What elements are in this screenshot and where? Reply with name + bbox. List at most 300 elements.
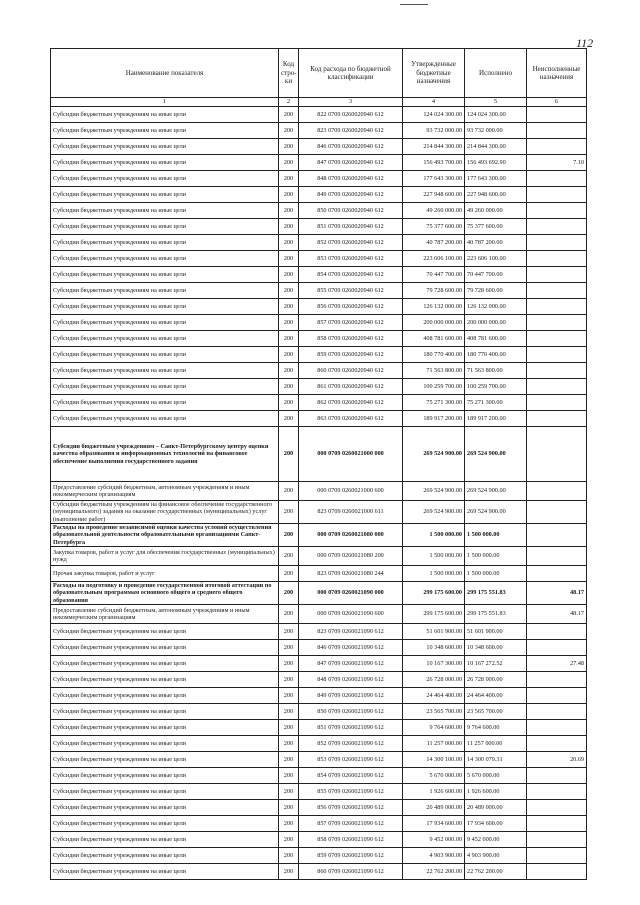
table-cell-budget-code: 849 0709 0260021090 612 [299, 688, 403, 704]
table-cell-name: Субсидии бюджетным учреждениям на иные цели [51, 363, 279, 379]
table-cell-budget-code: 860 0709 0260021090 612 [299, 864, 403, 880]
table-cell-executed: 20 489 000.00 [465, 800, 527, 816]
table-cell-line-code: 200 [279, 524, 299, 547]
column-number: 4 [403, 98, 465, 107]
header-budget-code: Код расхода по бюджетной классификации [299, 49, 403, 98]
table-cell-line-code: 200 [279, 411, 299, 427]
table-cell-budget-code: 000 0709 0260021000 600 [299, 482, 403, 501]
table-cell-line-code: 200 [279, 848, 299, 864]
table-cell-line-code: 200 [279, 566, 299, 582]
table-cell-line-code: 200 [279, 784, 299, 800]
table-row [51, 752, 587, 768]
table-cell-unexecuted [527, 768, 587, 784]
table-cell-executed: 93 732 000.00 [465, 123, 527, 139]
table-cell-approved: 24 464 400.00 [403, 688, 465, 704]
table-cell-name: Субсидии бюджетным учреждениям на иные цели [51, 624, 279, 640]
table-cell-name: Субсидии бюджетным учреждениям на иные цели [51, 203, 279, 219]
header-unexecuted: Неисполненные назначения [527, 49, 587, 98]
table-cell-unexecuted [527, 624, 587, 640]
table-cell-executed: 299 175 551.83 [465, 582, 527, 605]
table-row [51, 524, 587, 547]
table-cell-executed: 1 500 000.00 [465, 524, 527, 547]
table-cell-approved: 156 493 700.00 [403, 155, 465, 171]
page-number: 112 [576, 36, 594, 50]
scan-artifact-line [400, 4, 428, 5]
table-cell-name: Субсидии бюджетным учреждениям на иные цели [51, 347, 279, 363]
table-cell-name: Субсидии бюджетным учреждениям на иные цели [51, 768, 279, 784]
table-cell-budget-code: 861 0709 0260020940 612 [299, 379, 403, 395]
table-cell-name: Субсидии бюджетным учреждениям на финансовое обеспечение государственного (муниципального) задания на оказание государственных (муниципальных) услуг (выполнение работ) [51, 501, 279, 524]
table-cell-executed: 189 917 200.00 [465, 411, 527, 427]
table-cell-name: Субсидии бюджетным учреждениям на иные цели [51, 171, 279, 187]
table-row [51, 501, 587, 524]
table-cell-line-code: 200 [279, 379, 299, 395]
table-cell-name: Субсидии бюджетным учреждениям на иные цели [51, 219, 279, 235]
table-cell-budget-code: 853 0709 0260020940 612 [299, 251, 403, 267]
table-cell-unexecuted [527, 267, 587, 283]
table-cell-approved: 40 787 200.00 [403, 235, 465, 251]
table-row [51, 267, 587, 283]
table-cell-unexecuted [527, 107, 587, 123]
table-cell-name: Субсидии бюджетным учреждениям на иные цели [51, 331, 279, 347]
table-cell-approved: 14 300 100.00 [403, 752, 465, 768]
table-cell-executed: 75 377 600.00 [465, 219, 527, 235]
table-row [51, 139, 587, 155]
table-cell-approved: 20 489 000.00 [403, 800, 465, 816]
table-row [51, 547, 587, 566]
table-cell-approved: 51 601 900.00 [403, 624, 465, 640]
table-cell-approved: 11 257 000.00 [403, 736, 465, 752]
table-cell-line-code: 200 [279, 605, 299, 624]
table-cell-unexecuted: 7.10 [527, 155, 587, 171]
table-row [51, 640, 587, 656]
table-cell-budget-code: 849 0709 0260020940 612 [299, 187, 403, 203]
table-cell-approved: 10 348 600.00 [403, 640, 465, 656]
table-cell-approved: 79 728 600.00 [403, 283, 465, 299]
table-cell-approved: 269 524 900.00 [403, 501, 465, 524]
table-cell-budget-code: 823 0709 0260021080 244 [299, 566, 403, 582]
table-cell-executed: 17 934 600.00 [465, 816, 527, 832]
table-cell-unexecuted [527, 427, 587, 482]
table-cell-executed: 1 926 600.00 [465, 784, 527, 800]
table-cell-unexecuted [527, 547, 587, 566]
table-cell-line-code: 200 [279, 482, 299, 501]
table-row [51, 720, 587, 736]
table-cell-line-code: 200 [279, 347, 299, 363]
table-cell-executed: 10 348 600.00 [465, 640, 527, 656]
table-cell-approved: 22 762 200.00 [403, 864, 465, 880]
table-cell-budget-code: 860 0709 0260020940 612 [299, 363, 403, 379]
table-cell-executed: 269 524 900.00 [465, 427, 527, 482]
table-cell-line-code: 200 [279, 688, 299, 704]
table-cell-line-code: 200 [279, 155, 299, 171]
table-cell-name: Субсидии бюджетным учреждениям на иные цели [51, 704, 279, 720]
table-cell-name: Субсидии бюджетным учреждениям на иные цели [51, 736, 279, 752]
table-row [51, 482, 587, 501]
header-row [51, 49, 587, 98]
table-cell-executed: 269 524 900.00 [465, 501, 527, 524]
table-cell-name: Субсидии бюджетным учреждениям на иные цели [51, 107, 279, 123]
table-cell-name: Субсидии бюджетным учреждениям на иные цели [51, 784, 279, 800]
table-cell-line-code: 200 [279, 864, 299, 880]
column-number: 6 [527, 98, 587, 107]
table-cell-executed: 22 762 200.00 [465, 864, 527, 880]
table-cell-executed: 49 260 000.00 [465, 203, 527, 219]
table-row [51, 395, 587, 411]
table-cell-executed: 71 563 800.00 [465, 363, 527, 379]
table-cell-line-code: 200 [279, 203, 299, 219]
table-cell-budget-code: 000 0709 0260021000 000 [299, 427, 403, 482]
table-cell-approved: 93 732 000.00 [403, 123, 465, 139]
table-cell-unexecuted [527, 800, 587, 816]
table-row [51, 624, 587, 640]
table-cell-line-code: 200 [279, 363, 299, 379]
table-cell-budget-code: 855 0709 0260021090 612 [299, 784, 403, 800]
table-row [51, 736, 587, 752]
table-cell-name: Субсидии бюджетным учреждениям на иные цели [51, 315, 279, 331]
table-cell-approved: 9 764 600.00 [403, 720, 465, 736]
table-cell-name: Субсидии бюджетным учреждениям на иные цели [51, 800, 279, 816]
table-cell-name: Предоставление субсидий бюджетным, автономным учреждениям и иным некоммерческим организациям [51, 605, 279, 624]
table-cell-approved: 9 452 000.00 [403, 832, 465, 848]
table-cell-budget-code: 000 0709 0260021090 000 [299, 582, 403, 605]
table-cell-executed: 269 524 900.00 [465, 482, 527, 501]
table-cell-line-code: 200 [279, 624, 299, 640]
table-cell-approved: 4 903 900.00 [403, 848, 465, 864]
table-cell-executed: 180 770 400.00 [465, 347, 527, 363]
table-cell-name: Субсидии бюджетным учреждениям на иные цели [51, 235, 279, 251]
table-row [51, 566, 587, 582]
table-cell-line-code: 200 [279, 139, 299, 155]
table-cell-line-code: 200 [279, 704, 299, 720]
table-cell-budget-code: 857 0709 0260020940 612 [299, 315, 403, 331]
table-row [51, 848, 587, 864]
table-row [51, 347, 587, 363]
table-row [51, 235, 587, 251]
table-cell-executed: 9 764 600.00 [465, 720, 527, 736]
table-row [51, 363, 587, 379]
table-cell-executed: 79 728 600.00 [465, 283, 527, 299]
table-cell-approved: 10 167 300.00 [403, 656, 465, 672]
table-cell-unexecuted: 48.17 [527, 605, 587, 624]
table-cell-budget-code: 851 0709 0260020940 612 [299, 219, 403, 235]
table-cell-name: Субсидии бюджетным учреждениям на иные цели [51, 640, 279, 656]
table-cell-executed: 299 175 551.83 [465, 605, 527, 624]
table-cell-line-code: 200 [279, 267, 299, 283]
table-cell-line-code: 200 [279, 235, 299, 251]
table-cell-unexecuted [527, 395, 587, 411]
column-number: 1 [51, 98, 279, 107]
table-cell-line-code: 200 [279, 640, 299, 656]
table-cell-name: Субсидии бюджетным учреждениям на иные цели [51, 864, 279, 880]
table-cell-approved: 299 175 600.00 [403, 605, 465, 624]
table-cell-unexecuted [527, 411, 587, 427]
table-cell-approved: 189 917 200.00 [403, 411, 465, 427]
table-row [51, 784, 587, 800]
table-cell-approved: 1 500 000.00 [403, 566, 465, 582]
table-cell-line-code: 200 [279, 219, 299, 235]
table-cell-budget-code: 823 0709 0260021090 612 [299, 624, 403, 640]
table-row [51, 800, 587, 816]
table-cell-budget-code: 846 0709 0260020940 612 [299, 139, 403, 155]
table-cell-budget-code: 848 0709 0260021090 612 [299, 672, 403, 688]
table-cell-line-code: 200 [279, 315, 299, 331]
table-cell-unexecuted [527, 816, 587, 832]
table-cell-name: Субсидии бюджетным учреждениям на иные цели [51, 187, 279, 203]
table-cell-name: Субсидии бюджетным учреждениям на иные цели [51, 411, 279, 427]
table-cell-approved: 75 377 600.00 [403, 219, 465, 235]
table-cell-name: Субсидии бюджетным учреждениям на иные цели [51, 720, 279, 736]
table-cell-unexecuted [527, 283, 587, 299]
table-cell-approved: 200 000 000.00 [403, 315, 465, 331]
table-cell-line-code: 200 [279, 331, 299, 347]
table-cell-unexecuted [527, 379, 587, 395]
table-cell-name: Субсидии бюджетным учреждениям на иные цели [51, 123, 279, 139]
table-cell-line-code: 200 [279, 800, 299, 816]
table-cell-executed: 24 464 400.00 [465, 688, 527, 704]
table-cell-budget-code: 823 0709 0260021000 611 [299, 501, 403, 524]
table-cell-name: Субсидии бюджетным учреждениям на иные цели [51, 656, 279, 672]
table-row [51, 832, 587, 848]
table-row [51, 864, 587, 880]
table-cell-name: Прочая закупка товаров, работ и услуг [51, 566, 279, 582]
table-cell-approved: 23 565 700.00 [403, 704, 465, 720]
table-cell-executed: 156 493 692.90 [465, 155, 527, 171]
table-cell-budget-code: 850 0709 0260021090 612 [299, 704, 403, 720]
table-row [51, 171, 587, 187]
table-cell-unexecuted [527, 139, 587, 155]
table-cell-name: Субсидии бюджетным учреждениям – Санкт-Петербургскому центру оценки качества образования и информационных технологий на финансовое обеспечение выполнения государственного задания [51, 427, 279, 482]
table-cell-name: Субсидии бюджетным учреждениям на иные цели [51, 816, 279, 832]
table-cell-name: Субсидии бюджетным учреждениям на иные цели [51, 672, 279, 688]
table-cell-approved: 100 259 700.00 [403, 379, 465, 395]
table-cell-line-code: 200 [279, 672, 299, 688]
table-cell-executed: 26 728 000.00 [465, 672, 527, 688]
header-indicator-name: Наименование показателя [51, 49, 279, 98]
table-row [51, 251, 587, 267]
table-cell-line-code: 200 [279, 107, 299, 123]
table-cell-budget-code: 859 0709 0260021090 612 [299, 848, 403, 864]
table-cell-line-code: 200 [279, 501, 299, 524]
table-cell-unexecuted [527, 219, 587, 235]
table-cell-name: Субсидии бюджетным учреждениям на иные цели [51, 395, 279, 411]
table-cell-approved: 5 670 000.00 [403, 768, 465, 784]
table-cell-budget-code: 000 0709 0260021090 600 [299, 605, 403, 624]
table-cell-name: Субсидии бюджетным учреждениям на иные цели [51, 848, 279, 864]
table-cell-budget-code: 822 0709 0260020940 612 [299, 107, 403, 123]
table-cell-unexecuted [527, 171, 587, 187]
table-cell-executed: 4 903 900.00 [465, 848, 527, 864]
table-cell-budget-code: 852 0709 0260021090 612 [299, 736, 403, 752]
table-cell-budget-code: 854 0709 0260020940 612 [299, 267, 403, 283]
table-row [51, 582, 587, 605]
table-cell-approved: 75 271 300.00 [403, 395, 465, 411]
table-cell-unexecuted [527, 482, 587, 501]
table-cell-executed: 10 167 272.52 [465, 656, 527, 672]
table-cell-line-code: 200 [279, 171, 299, 187]
table-cell-unexecuted [527, 848, 587, 864]
table-cell-approved: 214 844 300.00 [403, 139, 465, 155]
table-row [51, 187, 587, 203]
table-cell-budget-code: 853 0709 0260021090 612 [299, 752, 403, 768]
table-cell-name: Субсидии бюджетным учреждениям на иные цели [51, 379, 279, 395]
table-cell-unexecuted [527, 566, 587, 582]
table-cell-name: Субсидии бюджетным учреждениям на иные цели [51, 688, 279, 704]
table-cell-name: Закупка товаров, работ и услуг для обеспечения государственных (муниципальных) нужд [51, 547, 279, 566]
table-row [51, 123, 587, 139]
table-cell-unexecuted [527, 347, 587, 363]
table-cell-executed: 177 643 300.00 [465, 171, 527, 187]
table-cell-budget-code: 846 0709 0260021090 612 [299, 640, 403, 656]
table-cell-budget-code: 862 0709 0260020940 612 [299, 395, 403, 411]
header-line-code: Код стро-ки [279, 49, 299, 98]
table-cell-approved: 180 770 400.00 [403, 347, 465, 363]
budget-execution-table [50, 48, 587, 880]
table-cell-budget-code: 856 0709 0260020940 612 [299, 299, 403, 315]
table-cell-approved: 17 934 600.00 [403, 816, 465, 832]
table-cell-executed: 51 601 900.00 [465, 624, 527, 640]
table-cell-unexecuted [527, 299, 587, 315]
table-cell-executed: 408 781 600.00 [465, 331, 527, 347]
table-cell-unexecuted: 20.69 [527, 752, 587, 768]
table-cell-line-code: 200 [279, 816, 299, 832]
table-cell-executed: 214 844 300.00 [465, 139, 527, 155]
table-cell-unexecuted [527, 832, 587, 848]
table-cell-approved: 223 606 100.00 [403, 251, 465, 267]
table-cell-line-code: 200 [279, 427, 299, 482]
table-cell-budget-code: 857 0709 0260021090 612 [299, 816, 403, 832]
table-cell-executed: 5 670 000.00 [465, 768, 527, 784]
table-cell-approved: 70 447 700.00 [403, 267, 465, 283]
table-cell-budget-code: 852 0709 0260020940 612 [299, 235, 403, 251]
table-row [51, 203, 587, 219]
table-row [51, 219, 587, 235]
table-cell-executed: 75 271 300.00 [465, 395, 527, 411]
table-cell-budget-code: 823 0709 0260020940 612 [299, 123, 403, 139]
table-cell-unexecuted [527, 688, 587, 704]
table-cell-executed: 100 259 700.00 [465, 379, 527, 395]
table-cell-budget-code: 856 0709 0260021090 612 [299, 800, 403, 816]
table-cell-unexecuted [527, 672, 587, 688]
table-cell-line-code: 200 [279, 656, 299, 672]
table-cell-unexecuted [527, 363, 587, 379]
column-number: 3 [299, 98, 403, 107]
table-cell-name: Субсидии бюджетным учреждениям на иные цели [51, 752, 279, 768]
table-cell-budget-code: 000 0709 0260021080 200 [299, 547, 403, 566]
table-cell-approved: 71 563 800.00 [403, 363, 465, 379]
table-cell-budget-code: 850 0709 0260020940 612 [299, 203, 403, 219]
table-cell-budget-code: 847 0709 0260020940 612 [299, 155, 403, 171]
table-cell-unexecuted [527, 864, 587, 880]
table-cell-name: Субсидии бюджетным учреждениям на иные цели [51, 267, 279, 283]
table-cell-budget-code: 851 0709 0260021090 612 [299, 720, 403, 736]
table-cell-approved: 1 500 000.00 [403, 547, 465, 566]
table-cell-name: Расходы на проведение независимой оценки качества условий осуществления образовательной деятельности образовательными организациями Санкт-Петербурга [51, 524, 279, 547]
table-cell-unexecuted [527, 736, 587, 752]
table-cell-executed: 1 500 000.00 [465, 566, 527, 582]
table-cell-executed: 11 257 000.00 [465, 736, 527, 752]
table-cell-line-code: 200 [279, 582, 299, 605]
table-cell-line-code: 200 [279, 547, 299, 566]
table-row [51, 283, 587, 299]
table-row [51, 816, 587, 832]
table-row [51, 379, 587, 395]
table-row [51, 411, 587, 427]
table-cell-line-code: 200 [279, 251, 299, 267]
table-cell-unexecuted [527, 640, 587, 656]
table-cell-approved: 124 024 300.00 [403, 107, 465, 123]
header-approved: Утвержденные бюджетные назначения [403, 49, 465, 98]
column-number-row [51, 98, 587, 107]
table-cell-budget-code: 858 0709 0260021090 612 [299, 832, 403, 848]
table-row [51, 768, 587, 784]
table-cell-budget-code: 863 0709 0260020940 612 [299, 411, 403, 427]
table-cell-line-code: 200 [279, 720, 299, 736]
table-cell-approved: 1 500 000.00 [403, 524, 465, 547]
table-cell-approved: 269 524 900.00 [403, 482, 465, 501]
table-cell-name: Субсидии бюджетным учреждениям на иные цели [51, 283, 279, 299]
table-cell-name: Расходы на подготовку и проведение государственной итоговой аттестации по образовательным программам основного общего и среднего общего образования [51, 582, 279, 605]
header-executed: Исполнено [465, 49, 527, 98]
table-row [51, 107, 587, 123]
table-cell-unexecuted [527, 187, 587, 203]
table-cell-line-code: 200 [279, 283, 299, 299]
table-row [51, 672, 587, 688]
column-number: 2 [279, 98, 299, 107]
table-cell-unexecuted [527, 331, 587, 347]
table-cell-unexecuted [527, 203, 587, 219]
table-cell-budget-code: 854 0709 0260021090 612 [299, 768, 403, 784]
table-cell-line-code: 200 [279, 299, 299, 315]
table-cell-executed: 70 447 700.00 [465, 267, 527, 283]
table-body [51, 107, 587, 880]
table-cell-name: Субсидии бюджетным учреждениям на иные цели [51, 139, 279, 155]
table-cell-budget-code: 859 0709 0260020940 612 [299, 347, 403, 363]
table-cell-approved: 227 948 600.00 [403, 187, 465, 203]
table-cell-name: Субсидии бюджетным учреждениям на иные цели [51, 832, 279, 848]
table-cell-executed: 126 132 000.00 [465, 299, 527, 315]
table-cell-executed: 23 565 700.00 [465, 704, 527, 720]
table-cell-executed: 124 024 300.00 [465, 107, 527, 123]
table-cell-approved: 177 643 300.00 [403, 171, 465, 187]
table-cell-executed: 40 787 200.00 [465, 235, 527, 251]
table-cell-unexecuted [527, 123, 587, 139]
table-cell-executed: 14 300 079.31 [465, 752, 527, 768]
table-cell-unexecuted [527, 315, 587, 331]
table-cell-unexecuted [527, 784, 587, 800]
table-cell-budget-code: 000 0709 0260021080 000 [299, 524, 403, 547]
table-cell-name: Субсидии бюджетным учреждениям на иные цели [51, 251, 279, 267]
table-cell-executed: 223 606 100.00 [465, 251, 527, 267]
table-cell-approved: 49 260 000.00 [403, 203, 465, 219]
table-cell-budget-code: 847 0709 0260021090 612 [299, 656, 403, 672]
table-cell-line-code: 200 [279, 187, 299, 203]
table-row [51, 155, 587, 171]
table-row [51, 688, 587, 704]
table-row [51, 427, 587, 482]
table-cell-executed: 1 500 000.00 [465, 547, 527, 566]
table-row [51, 656, 587, 672]
table-cell-unexecuted: 27.48 [527, 656, 587, 672]
table-cell-approved: 269 524 900.00 [403, 427, 465, 482]
table-cell-approved: 1 926 600.00 [403, 784, 465, 800]
table-cell-line-code: 200 [279, 123, 299, 139]
table-cell-executed: 227 948 600.00 [465, 187, 527, 203]
table-cell-executed: 200 000 000.00 [465, 315, 527, 331]
table-cell-approved: 126 132 000.00 [403, 299, 465, 315]
table-cell-line-code: 200 [279, 752, 299, 768]
table-cell-unexecuted [527, 704, 587, 720]
